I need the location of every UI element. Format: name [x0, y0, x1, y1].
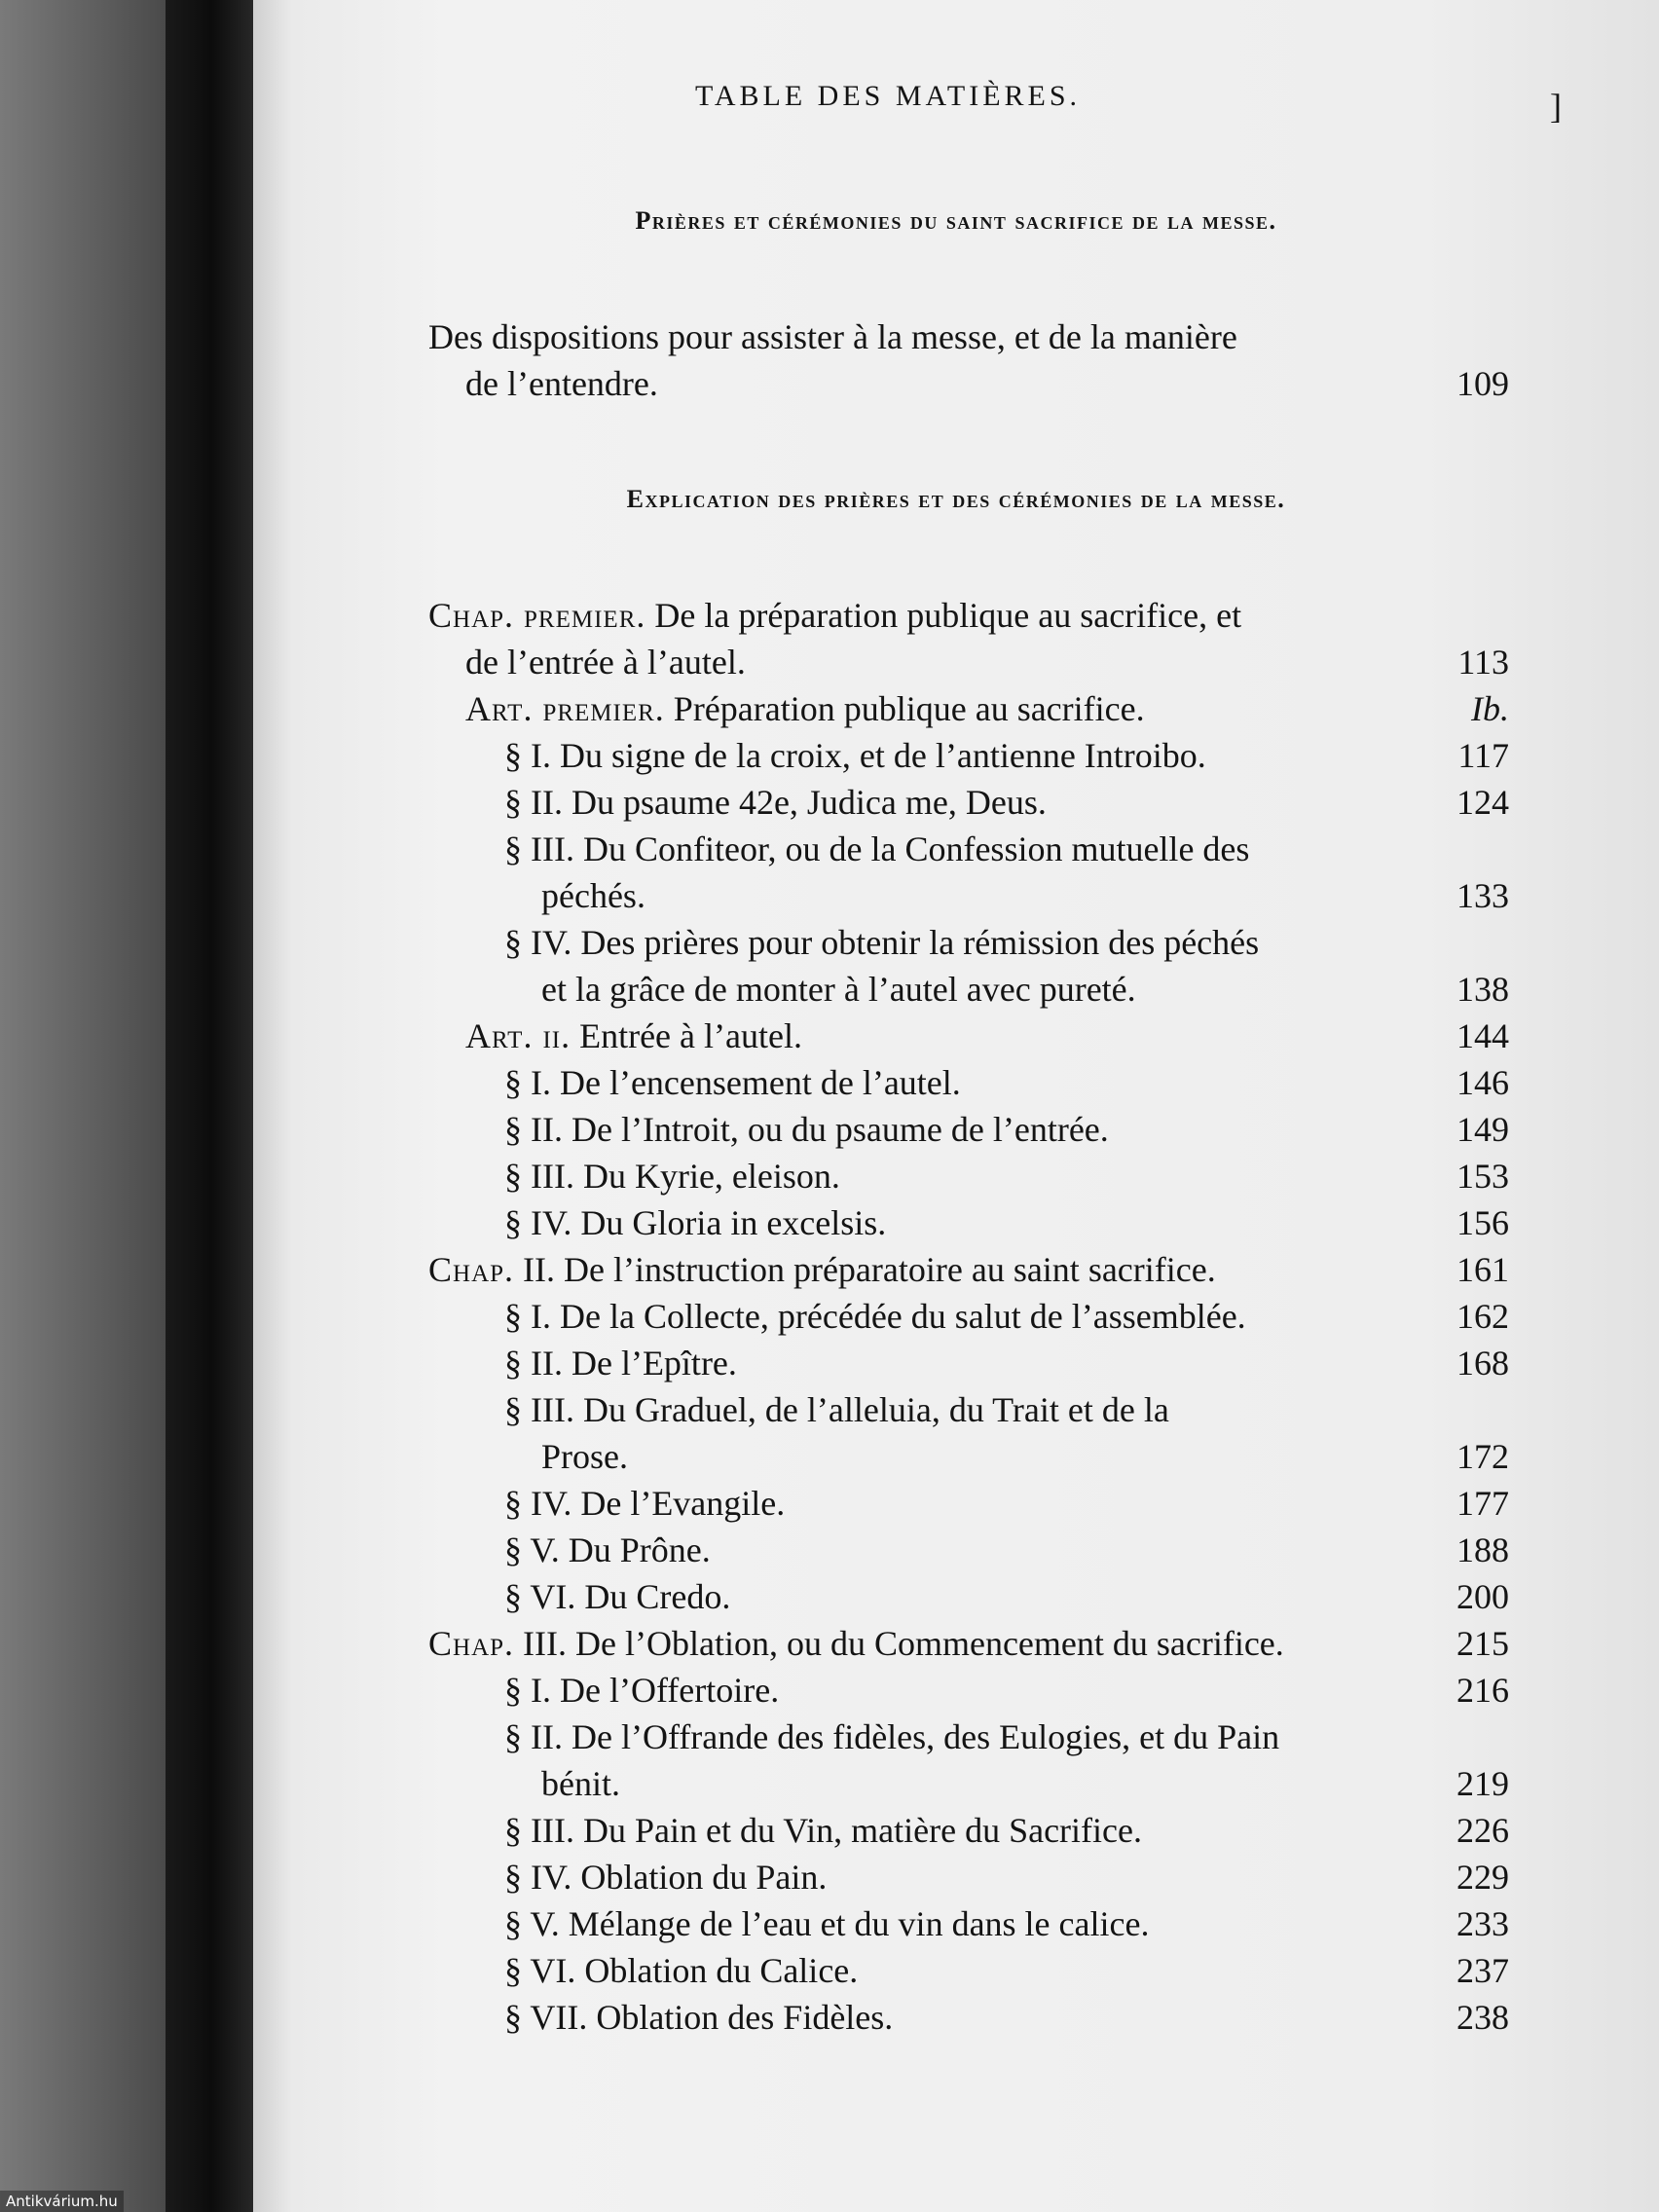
- toc-entry: [428, 1994, 1509, 2041]
- entry-text: § IV. Des prières pour obtenir la rémission des péchés: [504, 923, 1260, 962]
- entry-text: § II. De l’Introit, ou du psaume de l’entrée.: [504, 1110, 1109, 1149]
- entry-text: § IV. De l’Evangile.: [504, 1484, 786, 1523]
- page-number: 177: [1456, 1484, 1509, 1523]
- book-spine: [166, 0, 258, 2212]
- page-number: Ib.: [1471, 689, 1509, 728]
- entry-text: Entrée à l’autel.: [579, 1016, 802, 1055]
- toc-entry: [428, 1246, 1509, 1293]
- entry-text: § V. Du Prône.: [504, 1530, 711, 1569]
- entry-text: Des dispositions pour assister à la messe, et de la manière: [428, 317, 1237, 356]
- section-title: Explication des prières et des cérémonies de la messe.: [626, 485, 1286, 513]
- toc-entry: [428, 1340, 1509, 1386]
- entry-text-cont: bénit.: [541, 1764, 620, 1803]
- page-number: 117: [1457, 736, 1509, 775]
- running-head: TABLE DES MATIÈRES.: [694, 80, 1082, 112]
- entry-text: § VI. Du Credo.: [504, 1577, 731, 1616]
- toc-section-2: [428, 592, 1509, 2041]
- toc-entry: [428, 1714, 1509, 1807]
- page-number: 172: [1456, 1437, 1509, 1476]
- entry-text: § IV. Du Gloria in excelsis.: [504, 1203, 887, 1242]
- page-number: 216: [1456, 1671, 1509, 1710]
- toc-entry: [428, 826, 1509, 919]
- toc-entry: [428, 1386, 1509, 1480]
- entry-text: § I. De l’encensement de l’autel.: [504, 1063, 961, 1102]
- page-number: 188: [1456, 1530, 1509, 1569]
- entry-lead: Art. premier.: [465, 689, 665, 728]
- page-number: 215: [1456, 1624, 1509, 1663]
- entry-text: § II. De l’Offrande des fidèles, des Eulogies, et du Pain: [504, 1717, 1280, 1756]
- toc-entry: [428, 592, 1509, 685]
- entry-text: § III. Du Confiteor, ou de la Confession mutuelle des: [504, 830, 1250, 868]
- toc-section-1: [428, 313, 1509, 407]
- corner-mark: ]: [1550, 87, 1562, 126]
- entry-lead: Chap.: [428, 1624, 515, 1663]
- book-page: [253, 0, 1659, 2212]
- toc-entry: [428, 1293, 1509, 1340]
- page-number: 133: [1456, 876, 1509, 915]
- toc-entry: [428, 779, 1509, 826]
- entry-text: § III. Du Graduel, de l’alleluia, du Trait et de la: [504, 1390, 1169, 1429]
- page-number: 153: [1456, 1157, 1509, 1196]
- entry-text: Préparation publique au sacrifice.: [673, 689, 1145, 728]
- entry-lead: Art. ii.: [465, 1016, 571, 1055]
- page-number: 219: [1456, 1764, 1509, 1803]
- entry-text-cont: de l’entendre.: [465, 364, 658, 403]
- toc-entry: [428, 1013, 1509, 1059]
- entry-text: § V. Mélange de l’eau et du vin dans le calice.: [504, 1904, 1150, 1943]
- toc-entry: [428, 1947, 1509, 1994]
- toc-entry: [428, 1527, 1509, 1573]
- entry-text-cont: de l’entrée à l’autel.: [465, 643, 746, 682]
- toc-entry: [428, 1900, 1509, 1947]
- page-number: 200: [1456, 1577, 1509, 1616]
- background-table: [0, 0, 166, 2212]
- toc-entry: [428, 1667, 1509, 1714]
- page-number: 109: [1456, 364, 1509, 403]
- entry-text: III. De l’Oblation, ou du Commencement du sacrifice.: [523, 1624, 1284, 1663]
- page-number: 237: [1456, 1951, 1509, 1990]
- watermark: Antikvárium.hu: [0, 2191, 124, 2212]
- page-number: 156: [1456, 1203, 1509, 1242]
- entry-text-cont: péchés.: [541, 876, 645, 915]
- toc-entry: [428, 1807, 1509, 1854]
- toc-entry: [428, 1854, 1509, 1900]
- entry-text: § II. Du psaume 42e, Judica me, Deus.: [504, 783, 1047, 822]
- entry-text: De la préparation publique au sacrifice, et: [654, 596, 1242, 635]
- page-number: 149: [1456, 1110, 1509, 1149]
- page-number: 144: [1456, 1016, 1509, 1055]
- toc-entry: [428, 1106, 1509, 1153]
- entry-text-cont: et la grâce de monter à l’autel avec pureté.: [541, 970, 1136, 1009]
- page-number: 168: [1456, 1344, 1509, 1382]
- page-number: 229: [1456, 1858, 1509, 1897]
- entry-text: § II. De l’Epître.: [504, 1344, 737, 1382]
- entry-text: II. De l’instruction préparatoire au saint sacrifice.: [523, 1250, 1216, 1289]
- entry-text: § I. Du signe de la croix, et de l’antienne Introibo.: [504, 736, 1206, 775]
- entry-text: § I. De la Collecte, précédée du salut de l’assemblée.: [504, 1297, 1246, 1336]
- page-number: 113: [1457, 643, 1509, 682]
- page-number: 161: [1456, 1250, 1509, 1289]
- toc-entry: [428, 1620, 1509, 1667]
- page-number: 233: [1456, 1904, 1509, 1943]
- entry-text: § III. Du Kyrie, eleison.: [504, 1157, 840, 1196]
- page-number: 138: [1456, 970, 1509, 1009]
- toc-entry: [428, 1573, 1509, 1620]
- section-title: Prières et cérémonies du saint sacrifice de la messe.: [635, 206, 1277, 235]
- page-number: 146: [1456, 1063, 1509, 1102]
- page-number: 124: [1456, 783, 1509, 822]
- entry-text-cont: Prose.: [541, 1437, 628, 1476]
- toc-entry: [428, 1480, 1509, 1527]
- page-number: 226: [1456, 1811, 1509, 1850]
- toc-entry: [428, 685, 1509, 732]
- toc-entry: [428, 1059, 1509, 1106]
- entry-lead: Chap. premier.: [428, 596, 646, 635]
- entry-text: § I. De l’Offertoire.: [504, 1671, 780, 1710]
- toc-entry: [428, 732, 1509, 779]
- entry-lead: Chap.: [428, 1250, 515, 1289]
- entry-text: § IV. Oblation du Pain.: [504, 1858, 828, 1897]
- toc-entry: [428, 1153, 1509, 1199]
- page-number: 162: [1456, 1297, 1509, 1336]
- page-number: 238: [1456, 1998, 1509, 2037]
- toc-entry: [428, 919, 1509, 1013]
- entry-text: § VI. Oblation du Calice.: [504, 1951, 859, 1990]
- toc-entry: [428, 1199, 1509, 1246]
- toc-entry: [428, 313, 1509, 407]
- entry-text: § III. Du Pain et du Vin, matière du Sacrifice.: [504, 1811, 1142, 1850]
- entry-text: § VII. Oblation des Fidèles.: [504, 1998, 894, 2037]
